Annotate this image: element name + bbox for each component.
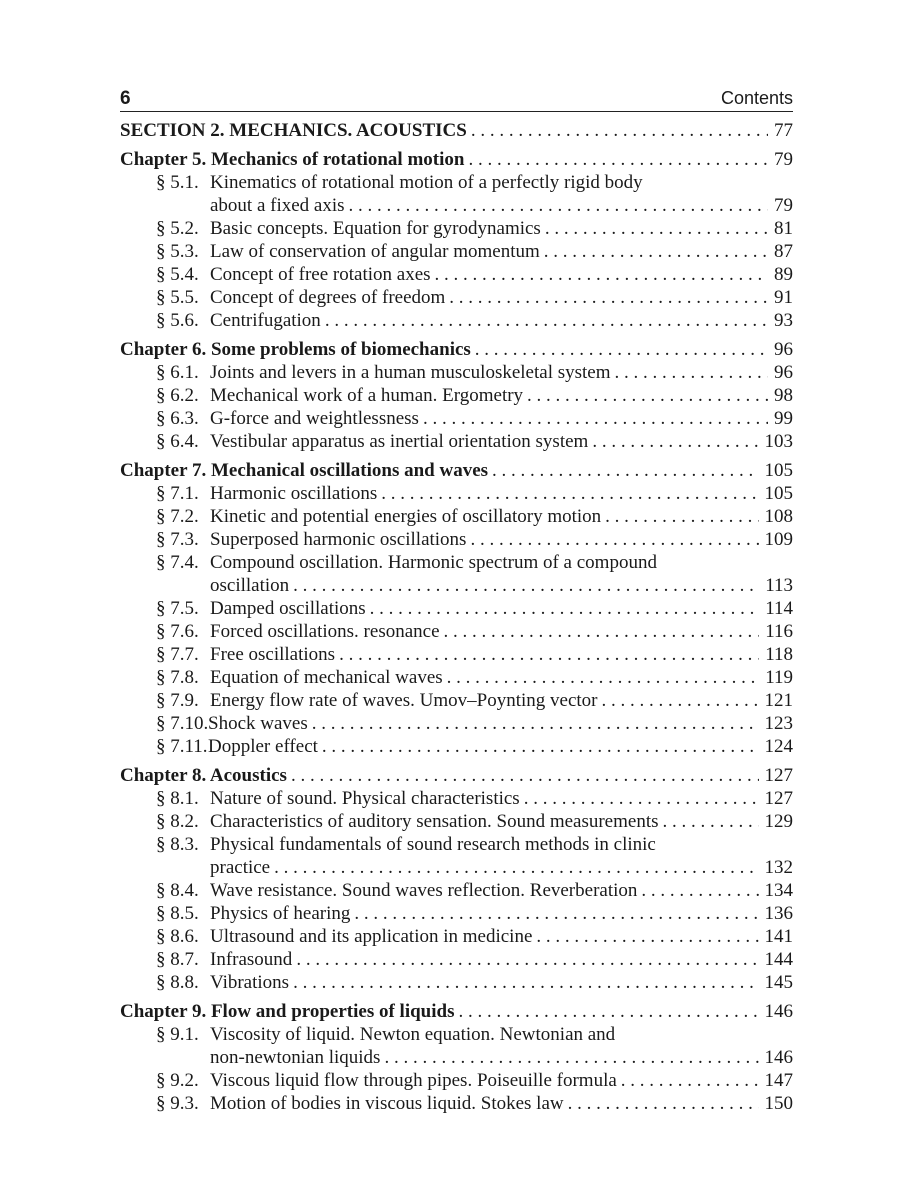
toc-subsection-entry (120, 309, 793, 332)
page-ref: 119 (765, 667, 793, 688)
toc-subsection-continuation (120, 574, 793, 597)
subsection-title: Characteristics of auditory sensation. Sound measurements (210, 811, 659, 832)
dot-leader (588, 430, 758, 453)
subsection-title: Forced oscillations. resonance (210, 621, 440, 642)
toc-subsection-entry (120, 482, 793, 505)
subsection-title-continued: about a fixed axis (210, 195, 345, 216)
subsection-title: Motion of bodies in viscous liquid. Stokes law (210, 1093, 564, 1114)
dot-leader (377, 482, 758, 505)
toc-subsection-entry (120, 551, 793, 574)
dot-leader (597, 689, 758, 712)
toc-subsection-continuation (120, 194, 793, 217)
toc-subsection-entry (120, 666, 793, 689)
toc-chapter-entry (120, 1000, 793, 1023)
chapter-title: Chapter 9. Flow and properties of liquids (120, 1001, 455, 1022)
subsection-title: Centrifugation (210, 310, 321, 331)
dot-leader (308, 712, 759, 735)
toc-subsection-entry (120, 528, 793, 551)
subsection-number: § 8.1. (156, 788, 199, 809)
toc-subsection-entry (120, 643, 793, 666)
subsection-title: Doppler effect (208, 736, 318, 757)
toc-subsection-entry (120, 1092, 793, 1115)
dot-leader (471, 338, 768, 361)
dot-leader (601, 505, 758, 528)
dot-leader (292, 948, 758, 971)
subsection-title: Infrasound (210, 949, 293, 970)
subsection-number: § 5.3. (156, 241, 199, 262)
subsection-title: Kinetic and potential energies of oscillatory motion (210, 506, 602, 527)
dot-leader (464, 148, 768, 171)
dot-leader (289, 971, 758, 994)
page-ref: 87 (774, 241, 793, 262)
subsection-title: Physics of hearing (210, 903, 351, 924)
page-ref: 81 (774, 218, 793, 239)
dot-leader (617, 1069, 759, 1092)
subsection-number: § 7.2. (156, 506, 199, 527)
toc-subsection-entry (120, 879, 793, 902)
dot-leader (466, 528, 758, 551)
page-ref: 103 (764, 431, 793, 452)
toc-subsection-entry (120, 407, 793, 430)
dot-leader (488, 459, 758, 482)
subsection-title: Compound oscillation. Harmonic spectrum of a compound (210, 552, 657, 573)
subsection-title: Free oscillations (210, 644, 336, 665)
toc-chapter-entry (120, 148, 793, 171)
toc-subsection-continuation (120, 856, 793, 879)
subsection-number: § 8.6. (156, 926, 199, 947)
page-ref: 121 (764, 690, 793, 711)
page-ref: 127 (764, 788, 793, 809)
dot-leader (345, 194, 768, 217)
subsection-title: Concept of degrees of freedom (210, 287, 446, 308)
dot-leader (532, 925, 758, 948)
chapter-title: Chapter 6. Some problems of biomechanics (120, 339, 471, 360)
dot-leader (659, 810, 759, 833)
page-ref: 98 (774, 385, 793, 406)
page-ref: 96 (774, 339, 793, 360)
subsection-title: Viscosity of liquid. Newton equation. Newtonian and (210, 1024, 616, 1045)
subsection-number: § 5.5. (156, 287, 199, 308)
toc-chapter-entry (120, 459, 793, 482)
subsection-number: § 7.4. (156, 552, 199, 573)
toc-chapter-entry (120, 338, 793, 361)
toc-subsection-entry (120, 948, 793, 971)
toc-subsection-continuation (120, 1046, 793, 1069)
page-ref: 113 (765, 575, 793, 596)
subsection-number: § 9.1. (156, 1024, 199, 1045)
subsection-title: Law of conservation of angular momentum (210, 241, 540, 262)
toc-subsection-entry (120, 620, 793, 643)
page-ref: 105 (764, 460, 793, 481)
subsection-title: Viscous liquid flow through pipes. Poiseuille formula (210, 1070, 617, 1091)
dot-leader (431, 263, 768, 286)
page-ref: 136 (764, 903, 793, 924)
toc-subsection-entry (120, 217, 793, 240)
dot-leader (541, 217, 768, 240)
subsection-title-continued: non-newtonian liquids (210, 1047, 381, 1068)
toc-subsection-entry (120, 787, 793, 810)
toc-subsection-entry (120, 1069, 793, 1092)
toc-chapter-entry (120, 764, 793, 787)
dot-leader (520, 787, 759, 810)
header-rule (120, 111, 793, 112)
table-of-contents (120, 119, 793, 1115)
page-ref: 114 (765, 598, 793, 619)
subsection-title: Kinematics of rotational motion of a perfectly rigid body (210, 172, 643, 193)
dot-leader (523, 384, 768, 407)
toc-section-entry (120, 119, 793, 142)
subsection-title: Damped oscillations (210, 598, 366, 619)
subsection-number: § 8.4. (156, 880, 199, 901)
subsection-title: Physical fundamentals of sound research methods in clinic (210, 834, 656, 855)
subsection-number: § 7.6. (156, 621, 199, 642)
page-ref: 132 (764, 857, 793, 878)
subsection-title-continued: oscillation (210, 575, 290, 596)
dot-leader (445, 286, 768, 309)
dot-leader (350, 902, 758, 925)
subsection-number: § 9.3. (156, 1093, 199, 1114)
dot-leader (564, 1092, 759, 1115)
page-ref: 99 (774, 408, 793, 429)
toc-subsection-entry (120, 263, 793, 286)
subsection-title: Superposed harmonic oscillations (210, 529, 467, 550)
subsection-number: § 8.2. (156, 811, 199, 832)
page-ref: 147 (764, 1070, 793, 1091)
subsection-number: § 5.6. (156, 310, 199, 331)
toc-subsection-entry (120, 1023, 793, 1046)
subsection-number: § 7.5. (156, 598, 199, 619)
subsection-number: § 7.3. (156, 529, 199, 550)
subsection-number: § 7.9. (156, 690, 199, 711)
dot-leader (318, 735, 759, 758)
page-ref: 124 (764, 736, 793, 757)
subsection-number: § 8.5. (156, 903, 199, 924)
dot-leader (443, 666, 760, 689)
page-ref: 79 (774, 149, 793, 170)
subsection-number: § 6.2. (156, 385, 199, 406)
toc-subsection-entry (120, 971, 793, 994)
running-head: Contents (720, 88, 793, 108)
dot-leader (335, 643, 759, 666)
toc-subsection-entry (120, 384, 793, 407)
toc-subsection-entry (120, 361, 793, 384)
dot-leader (366, 597, 760, 620)
subsection-title-continued: practice (210, 857, 271, 878)
toc-subsection-entry (120, 505, 793, 528)
page-ref: 109 (764, 529, 793, 550)
dot-leader (467, 119, 768, 142)
page-ref: 134 (764, 880, 793, 901)
page-ref: 116 (765, 621, 793, 642)
dot-leader (540, 240, 768, 263)
dot-leader (419, 407, 768, 430)
page-header (120, 88, 793, 112)
subsection-title: Mechanical work of a human. Ergometry (210, 385, 524, 406)
toc-subsection-entry (120, 597, 793, 620)
page-ref: 146 (764, 1001, 793, 1022)
dot-leader (287, 764, 759, 787)
subsection-number: § 7.7. (156, 644, 199, 665)
toc-subsection-entry (120, 430, 793, 453)
subsection-number: § 7.1. (156, 483, 199, 504)
toc-subsection-entry (120, 810, 793, 833)
subsection-number: § 5.1. (156, 172, 199, 193)
chapter-title: Chapter 7. Mechanical oscillations and waves (120, 460, 489, 481)
page-ref: 79 (774, 195, 793, 216)
page-number: 6 (120, 88, 131, 109)
subsection-title: Harmonic oscillations (210, 483, 378, 504)
subsection-number: § 8.7. (156, 949, 199, 970)
page-ref: 108 (764, 506, 793, 527)
subsection-title: Basic concepts. Equation for gyrodynamics (210, 218, 541, 239)
page-ref: 91 (774, 287, 793, 308)
dot-leader (637, 879, 758, 902)
chapter-title: Chapter 5. Mechanics of rotational motion (120, 149, 465, 170)
subsection-title: Ultrasound and its application in medicine (210, 926, 533, 947)
toc-subsection-entry (120, 735, 793, 758)
page-ref: 141 (764, 926, 793, 947)
dot-leader (270, 856, 758, 879)
page-ref: 150 (764, 1093, 793, 1114)
toc-subsection-entry (120, 286, 793, 309)
page-ref: 129 (764, 811, 793, 832)
toc-subsection-entry (120, 689, 793, 712)
page-ref: 89 (774, 264, 793, 285)
subsection-title: Joints and levers in a human musculoskeletal system (210, 362, 611, 383)
subsection-title: Nature of sound. Physical characteristics (210, 788, 520, 809)
toc-subsection-entry (120, 240, 793, 263)
subsection-number: § 6.3. (156, 408, 199, 429)
toc-subsection-entry (120, 902, 793, 925)
page-ref: 105 (764, 483, 793, 504)
subsection-title: Shock waves (208, 713, 308, 734)
dot-leader (454, 1000, 758, 1023)
subsection-number: § 7.10. (156, 713, 209, 734)
page-ref: 144 (764, 949, 793, 970)
subsection-number: § 8.8. (156, 972, 199, 993)
subsection-title: Vibrations (210, 972, 290, 993)
subsection-number: § 7.8. (156, 667, 199, 688)
page-ref: 127 (764, 765, 793, 786)
subsection-title: Energy flow rate of waves. Umov–Poynting vector (210, 690, 598, 711)
toc-subsection-entry (120, 925, 793, 948)
dot-leader (321, 309, 768, 332)
subsection-title: Equation of mechanical waves (210, 667, 443, 688)
page-ref: 93 (774, 310, 793, 331)
subsection-title: G-force and weightlessness (210, 408, 419, 429)
chapter-title: Chapter 8. Acoustics (120, 765, 287, 786)
toc-subsection-entry (120, 171, 793, 194)
subsection-number: § 9.2. (156, 1070, 199, 1091)
subsection-title: Concept of free rotation axes (210, 264, 431, 285)
toc-subsection-entry (120, 712, 793, 735)
dot-leader (289, 574, 759, 597)
subsection-number: § 5.2. (156, 218, 199, 239)
subsection-number: § 6.4. (156, 431, 199, 452)
subsection-title: Wave resistance. Sound waves reflection. Reverberation (210, 880, 638, 901)
subsection-number: § 6.1. (156, 362, 199, 383)
dot-leader (611, 361, 768, 384)
page-ref: 145 (764, 972, 793, 993)
page-ref: 146 (764, 1047, 793, 1068)
dot-leader (440, 620, 760, 643)
toc-subsection-entry (120, 833, 793, 856)
page-ref: 96 (774, 362, 793, 383)
subsection-title: Vestibular apparatus as inertial orientation system (210, 431, 589, 452)
subsection-number: § 8.3. (156, 834, 199, 855)
page-ref: 77 (774, 120, 793, 141)
subsection-number: § 7.11. (156, 736, 208, 757)
subsection-number: § 5.4. (156, 264, 199, 285)
dot-leader (380, 1046, 758, 1069)
section-title: SECTION 2. MECHANICS. ACOUSTICS (120, 120, 467, 141)
page-ref: 118 (765, 644, 793, 665)
page-ref: 123 (764, 713, 793, 734)
